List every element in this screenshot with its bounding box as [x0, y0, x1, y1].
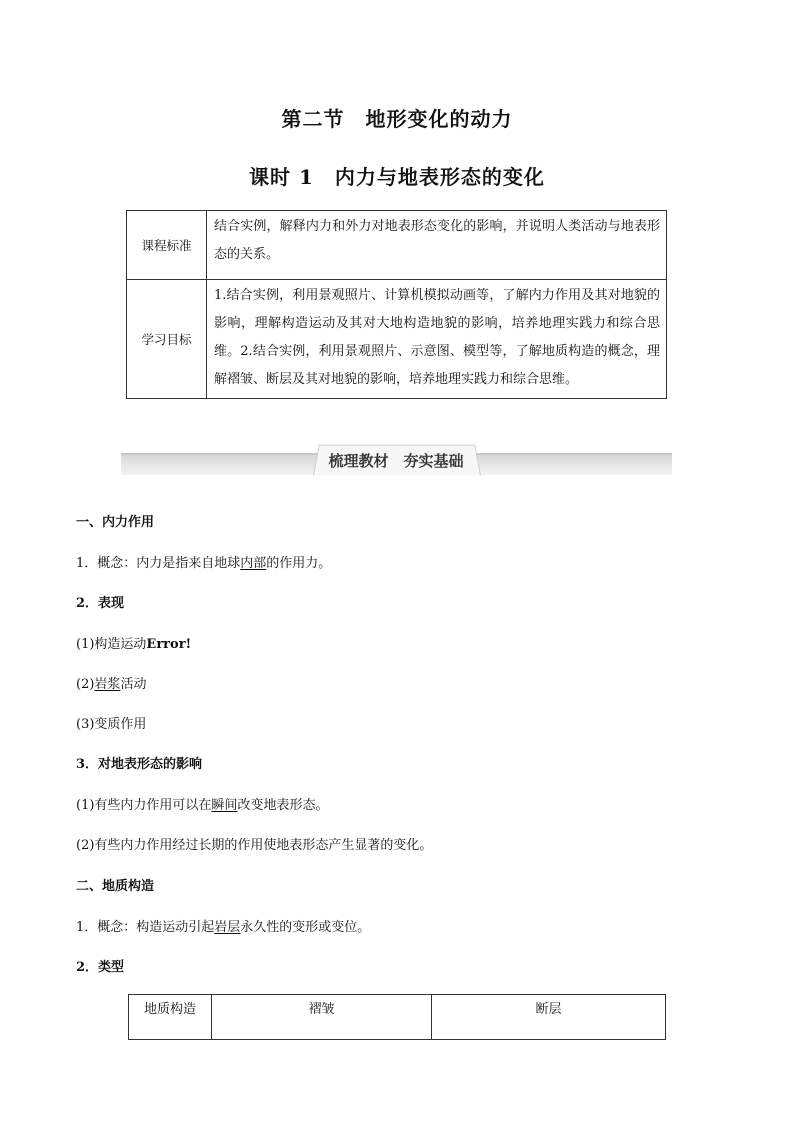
heading-geologic-structure: 二、地质构造	[76, 879, 155, 894]
learning-goals-label: 学习目标	[127, 280, 207, 399]
standards-table	[126, 210, 667, 399]
paragraph-concept	[76, 552, 331, 571]
lesson-title: 课时 1 内力与地表形态的变化	[249, 165, 545, 189]
heading-manifestation: 2．表现	[76, 596, 125, 611]
answer-blank: 瞬间	[211, 798, 238, 813]
text-segment: 永久性的变形或变位。	[240, 920, 371, 935]
curriculum-standard-label: 课程标准	[127, 211, 207, 280]
table-row	[127, 211, 667, 280]
paragraph-magma	[76, 673, 146, 692]
answer-blank: 内部	[240, 556, 267, 571]
text-segment: (2)	[76, 677, 95, 692]
heading-types: 2．类型	[76, 960, 125, 975]
paragraph-instant	[76, 794, 328, 813]
text-segment: 活动	[120, 677, 147, 692]
paragraph-tectonic	[76, 633, 191, 652]
text-segment: (1)有些内力作用可以在	[76, 798, 212, 813]
section-banner	[121, 436, 672, 478]
header-structure: 地质构造	[129, 995, 212, 1040]
heading-influence: 3．对地表形态的影响	[76, 757, 203, 772]
error-text: Error!	[146, 637, 192, 652]
text-segment: 的作用力。	[266, 556, 332, 571]
text-segment: 1．概念：构造运动引起	[76, 920, 215, 935]
paragraph-metamorphism: (3)变质作用	[76, 717, 147, 732]
header-fault: 断层	[432, 995, 666, 1040]
header-fold: 褶皱	[212, 995, 432, 1040]
answer-blank: 岩浆	[94, 677, 121, 692]
table-row	[129, 995, 666, 1040]
paragraph-structure-concept	[76, 916, 370, 935]
banner-label: 梳理教材 夯实基础	[328, 452, 464, 470]
learning-goals-text: 1.结合实例，利用景观照片、计算机模拟动画等，了解内力作用及其对地貌的影响，理解构造运动及其对大地构造地貌的影响，培养地理实践力和综合思维。2.结合实例，利用景观照片、示意图、模型等，了解地质构造的概念，理解褶皱、断层及其对地貌的影响，培养地理实践力和综合思维。	[207, 280, 667, 399]
structure-types-table	[128, 994, 666, 1040]
answer-blank: 岩层	[214, 920, 241, 935]
text-segment: (1)构造运动	[76, 637, 147, 652]
heading-internal-force: 一、内力作用	[76, 515, 155, 530]
text-segment: 1．概念：内力是指来自地球	[76, 556, 241, 571]
section-title: 第二节 地形变化的动力	[281, 107, 513, 131]
text-segment: 改变地表形态。	[237, 798, 329, 813]
paragraph-longterm: (2)有些内力作用经过长期的作用使地表形态产生显著的变化。	[76, 838, 433, 853]
curriculum-standard-text: 结合实例，解释内力和外力对地表形态变化的影响，并说明人类活动与地表形态的关系。	[207, 211, 667, 280]
table-row	[127, 280, 667, 399]
